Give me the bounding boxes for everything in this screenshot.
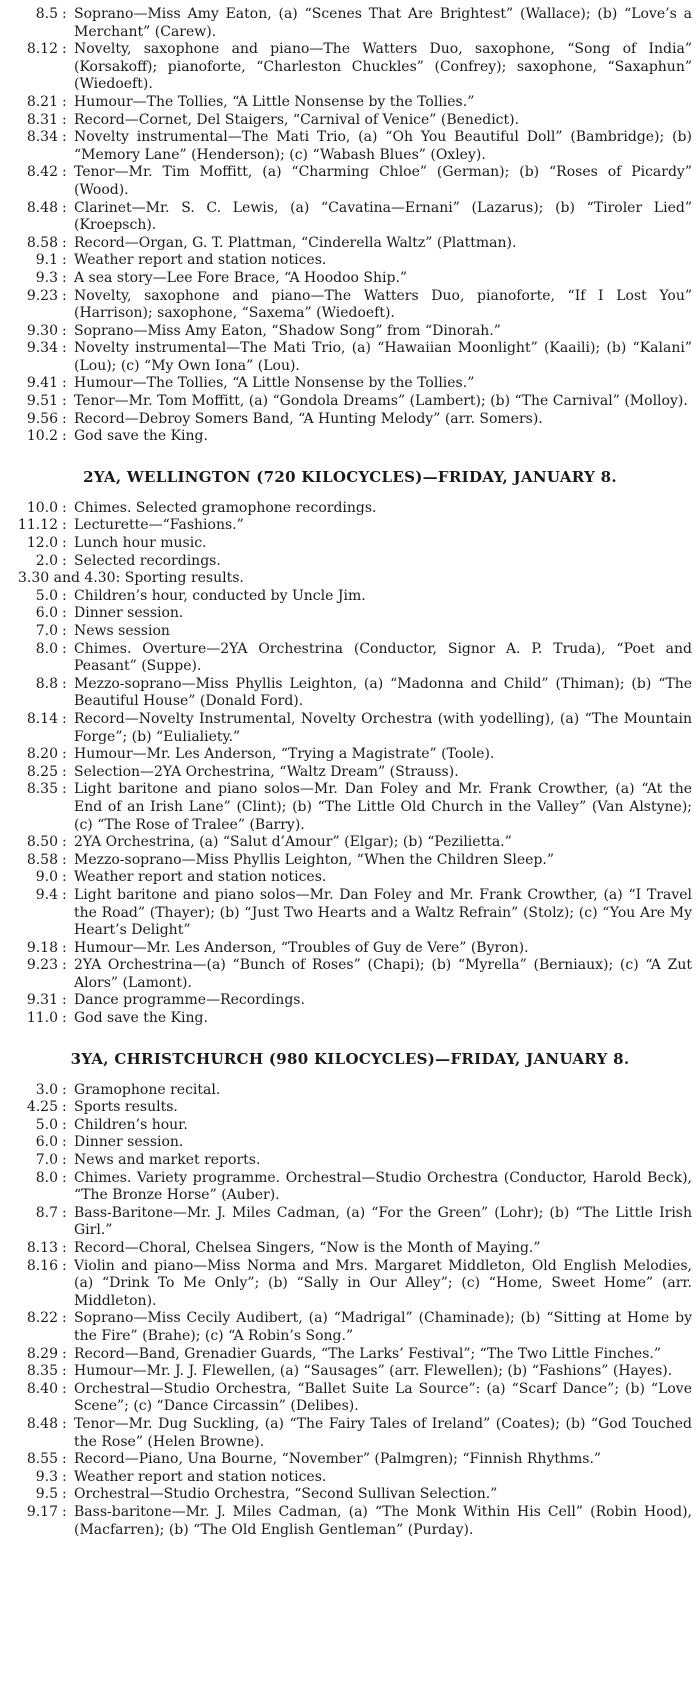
entry-description: News session [74,623,170,639]
programme-entry [0,781,692,834]
entry-time: 2.0 [35,552,58,569]
programme-entry [0,1310,692,1345]
entry-separator: : [62,1363,67,1380]
entry-time: 9.17 [26,1503,58,1520]
programme-entry [0,1416,692,1451]
entry-time: 8.5 [35,6,58,22]
programme-entry [0,746,692,764]
entry-time: 8.40 [26,1380,58,1397]
programme-entry [0,1469,692,1487]
entry-description: Novelty, saxophone and piano—The Watters Duo, pianoforte, “If I Lost You” (Harrison); saxophone, “Saxema” (Wiedoeft). [74,287,692,322]
entry-time: 9.5 [35,1486,58,1503]
station-2ya-heading: 2YA, WELLINGTON (720 KILOCYCLES)—FRIDAY, JANUARY 8. [83,467,617,486]
programme-entry [0,852,692,870]
programme-entry [0,164,692,199]
entry-description: Humour—The Tollies, “A Little Nonsense by the Tollies.” [74,375,475,392]
programme-entry [0,112,692,130]
entry-separator: : [62,992,67,1009]
station-3ya-heading: 3YA, CHRISTCHURCH (980 KILOCYCLES)—FRIDAY, JANUARY 8. [70,1049,630,1068]
entry-time: 8.29 [26,1345,58,1362]
programme-entry [0,957,692,992]
programme-entry [0,711,692,746]
entry-description: Chimes. Variety programme. Orchestral—Studio Orchestra (Conductor, Harold Beck), “The Bronze Horse” (Auber). [74,1169,692,1204]
entry-time: 8.35 [26,781,58,798]
entry-separator: : [62,640,67,657]
entry-description: Record—Piano, Una Bourne, “November” (Palmgren); “Finnish Rhythms.” [74,1451,602,1468]
programme-entry [0,200,692,235]
entry-separator: : [62,746,67,763]
entry-description: Mezzo-soprano—Miss Phyllis Leighton, “When the Children Sleep.” [74,851,555,868]
entry-separator: : [62,957,67,974]
entry-time: 9.31 [26,992,58,1009]
entry-description: Record—Band, Grenadier Guards, “The Larks’ Festival”; “The Two Little Finches.” [74,1345,662,1362]
programme-entry [0,1346,692,1364]
entry-time: 5.0 [35,587,58,604]
entry-description: Light baritone and piano solos—Mr. Dan Foley and Mr. Frank Crowther, (a) “I Travel the Road” (Thayer); (b) “Just Two Hearts and a Waltz Refrain” (Stolz); (c) “You Are My Heart’s Delight” [74,886,692,939]
entry-separator: : [62,939,67,956]
entry-time: 11.12 [17,517,58,534]
entry-time: 8.25 [26,763,58,780]
programme-entry [0,588,692,606]
programme-entry [0,887,692,940]
programme-entry [0,393,692,411]
programme-entry [0,1170,692,1205]
entry-description: Selected recordings. [74,552,221,569]
programme-entry [0,235,692,253]
entry-time: 8.12 [26,41,58,58]
entry-time: 12.0 [26,535,58,552]
entry-description: Soprano—Miss Amy Eaton, (a) “Scenes That Are Brightest” (Wallace); (b) “Love’s a Merchant” (Carew). [74,6,692,40]
station-1ya-listing [0,0,700,446]
programme-entry [0,1010,692,1028]
entry-description: Violin and piano—Miss Norma and Mrs. Margaret Middleton, Old English Melodies, (a) “Drink To Me Only”; (b) “Sally in Our Alley”; (c) “Home, Sweet Home” (arr. Middleton). [74,1257,692,1309]
entry-time: 8.58 [26,234,58,251]
entry-separator: : [62,1380,67,1397]
entry-separator: : [62,1081,67,1098]
entry-description: Children’s hour, conducted by Uncle Jim. [74,587,366,604]
entry-time: 8.58 [26,851,58,868]
entry-description: Record—Novelty Instrumental, Novelty Orchestra (with yodelling), (a) “The Mountain Forge”; (b) “Eulialiety.” [74,710,692,745]
entry-time: 9.4 [35,886,58,903]
entry-description: Dinner session. [74,1134,184,1151]
entry-description: Soprano—Miss Cecily Audibert, (a) “Madrigal” (Chaminade); (b) “Sitting at Home by the Fire” (Brahe); (c) “A Robin’s Song.” [74,1310,692,1344]
programme-entry [0,1205,692,1240]
entry-separator: : [62,199,67,216]
entry-separator: : [62,1010,67,1027]
entry-separator: : [62,1240,67,1256]
entry-time: 9.56 [26,410,58,427]
programme-entry [0,270,692,288]
programme-entry [0,992,692,1010]
entry-separator: : [62,428,67,445]
entry-time: 6.0 [35,605,58,622]
programme-entry [0,129,692,164]
programme-entry [0,553,692,571]
entry-time: 8.22 [26,1310,58,1327]
entry-separator: : [62,1451,67,1468]
entry-separator: : [62,1503,67,1520]
entry-time: 11.0 [26,1010,58,1027]
programme-entry [0,1134,692,1152]
entry-description: News and market reports. [74,1152,261,1169]
entry-separator: : [62,587,67,604]
entry-time: 6.0 [35,1134,58,1151]
entry-description: Light baritone and piano solos—Mr. Dan Foley and Mr. Frank Crowther, (a) “At the End of an Irish Lane” (Clint); (b) “The Little Old Church in the Valley” (Van Alstyne); (c) “The Rose of Tralee” (Barry). [74,781,692,833]
entry-separator: : [62,1204,67,1221]
entry-separator: : [62,164,67,181]
entry-time: 10.2 [26,428,58,445]
entry-separator: : [62,535,67,552]
entry-time: 8.8 [35,675,58,692]
entry-separator: : [62,1310,67,1327]
entry-separator: : [62,129,67,146]
programme-entry [0,41,692,94]
entry-separator: : [62,851,67,868]
entry-separator: : [62,252,67,269]
programme-entry [0,1363,692,1381]
entry-description: Mezzo-soprano—Miss Phyllis Leighton, (a) “Madonna and Child” (Thiman); (b) “The Beautiful House” (Donald Ford). [74,675,692,710]
programme-entry [0,1451,692,1469]
entry-time: 9.34 [26,340,58,357]
programme-entry [0,676,692,711]
entry-description: Record—Cornet, Del Staigers, “Carnival of Venice” (Benedict). [74,111,520,128]
programme-entry [0,252,692,270]
programme-entry [0,6,692,41]
entry-time: 8.0 [35,640,58,657]
entry-time: 7.0 [35,623,58,639]
programme-entry [0,1504,692,1539]
entry-description: Lunch hour music. [74,535,207,552]
entry-time: 8.48 [26,199,58,216]
entry-separator: : [62,1152,67,1169]
entry-time: 9.0 [35,869,58,886]
programme-entry [0,1152,692,1170]
entry-description: Orchestral—Studio Orchestra, “Ballet Suite La Source”: (a) “Scarf Dance”; (b) “Love Scene”; (c) “Dance Circassin” (Delibes). [74,1380,692,1415]
entry-description: Soprano—Miss Amy Eaton, “Shadow Song” from “Dinorah.” [74,322,501,339]
entry-time: 9.23 [26,287,58,304]
programme-entry [0,940,692,958]
programme-entry [0,535,692,553]
programme-entry [0,1117,692,1135]
entry-description: Children’s hour. [74,1116,188,1133]
entry-time: 8.55 [26,1451,58,1468]
entry-separator: : [62,287,67,304]
programme-entry [0,375,692,393]
entry-time: 5.0 [35,1116,58,1133]
entry-description: Chimes. Selected gramophone recordings. [74,499,377,516]
programme-entry [0,340,692,375]
entry-separator: : [62,1468,67,1485]
entry-description: Orchestral—Studio Orchestra, “Second Sullivan Selection.” [74,1486,498,1503]
entry-description: Bass-Baritone—Mr. J. Miles Cadman, (a) “For the Green” (Lohr); (b) “The Little Irish Girl.” [74,1204,692,1239]
entry-separator: : [62,1486,67,1503]
programme-entry [0,1258,692,1311]
entry-time: 8.0 [35,1169,58,1186]
programme-entry [0,411,692,429]
entry-separator: : [62,552,67,569]
entry-time: 8.7 [35,1204,58,1221]
entry-separator: : [62,623,67,639]
entry-description: Gramophone recital. [74,1081,221,1098]
programme-entry [0,570,692,588]
programme-entry [0,869,692,887]
entry-separator: : [62,410,67,427]
entry-description: Novelty instrumental—The Mati Trio, (a) “Hawaiian Moonlight” (Kaaili); (b) “Kalani” (Lou); (c) “My Own Iona” (Lou). [74,340,692,374]
entry-separator: : [62,1169,67,1186]
entry-description: Clarinet—Mr. S. C. Lewis, (a) “Cavatina—Ernani” (Lazarus); (b) “Tiroler Lied” (Kroepsch). [74,199,692,234]
entry-description: Bass-baritone—Mr. J. Miles Cadman, (a) “The Monk Within His Cell” (Robin Hood), (Macfarren); (b) “The Old English Gentleman” (Purday). [74,1503,692,1538]
entry-separator: : [62,234,67,251]
programme-entry [0,428,692,446]
entry-time: 8.35 [26,1363,58,1380]
programme-entry [0,764,692,782]
entry-separator: : [62,869,67,886]
entry-description: Weather report and station notices. [74,1468,327,1485]
entry-separator: : [62,834,67,851]
entry-time: 8.21 [26,93,58,110]
entry-separator: : [62,1099,67,1116]
entry-description: Novelty, saxophone and piano—The Watters Duo, saxophone, “Song of India” (Korsakoff); pianoforte, “Charleston Chuckles” (Confrey); saxophone, “Saxaphun” (Wiedoeft). [74,41,692,93]
entry-separator: : [62,375,67,392]
entry-time: 9.18 [26,939,58,956]
entry-time: 9.51 [26,393,58,410]
entry-description: Sports results. [74,1099,178,1116]
programme-entry [0,323,692,341]
entry-time: 8.14 [26,710,58,727]
entry-separator: : [62,6,67,22]
entry-description: Humour—The Tollies, “A Little Nonsense by the Tollies.” [74,93,475,110]
entry-separator: : [62,710,67,727]
entry-time: 9.3 [35,1468,58,1485]
entry-separator: : [62,1134,67,1151]
entry-time: 9.1 [35,252,58,269]
entry-separator: : [62,93,67,110]
entry-description: Record—Choral, Chelsea Singers, “Now is the Month of Maying.” [74,1240,541,1256]
entry-description: A sea story—Lee Fore Brace, “A Hoodoo Ship.” [74,269,408,286]
entry-separator: : [62,517,67,534]
programme-entry [0,288,692,323]
entry-time: 8.50 [26,834,58,851]
entry-description: Humour—Mr. J. J. Flewellen, (a) “Sausages” (arr. Flewellen); (b) “Fashions” (Hayes). [74,1363,673,1380]
entry-separator: : [62,322,67,339]
entry-time: 8.48 [26,1415,58,1432]
entry-description: Record—Debroy Somers Band, “A Hunting Melody” (arr. Somers). [74,410,543,427]
entry-description: Sporting results. [124,570,244,587]
entry-description: Tenor—Mr. Tim Moffitt, (a) “Charming Chloe” (German); (b) “Roses of Picardy” (Wood). [74,164,692,198]
entry-separator: : [62,605,67,622]
entry-separator: : [62,1415,67,1432]
programme-entry [0,1240,692,1258]
entry-description: Humour—Mr. Les Anderson, “Trying a Magistrate” (Toole). [74,746,495,763]
entry-time: 8.42 [26,164,58,181]
entry-description: God save the King. [74,1010,208,1027]
entry-time: 8.16 [26,1257,58,1274]
entry-time: 9.41 [26,375,58,392]
entry-description: Record—Organ, G. T. Plattman, “Cinderella Waltz” (Plattman). [74,234,517,251]
entry-separator: : [62,393,67,410]
entry-description: 2YA Orchestrina, (a) “Salut d’Amour” (Elgar); (b) “Pezilietta.” [74,834,512,851]
entry-separator: : [115,570,125,587]
entry-description: Dinner session. [74,605,184,622]
entry-description: Selection—2YA Orchestrina, “Waltz Dream” (Strauss). [74,763,459,780]
entry-description: Novelty instrumental—The Mati Trio, (a) “Oh You Beautiful Doll” (Bambridge); (b) “Memory Lane” (Henderson); (c) “Wabash Blues” (Oxley). [74,129,692,163]
entry-separator: : [62,340,67,357]
programme-entry [0,1486,692,1504]
entry-description: Weather report and station notices. [74,252,327,269]
entry-time: 3.30 and 4.30 [18,570,116,587]
programme-entry [0,517,692,535]
programme-entry [0,1381,692,1416]
entry-separator: : [62,1257,67,1274]
entry-separator: : [62,886,67,903]
entry-time: 9.3 [35,269,58,286]
entry-time: 9.23 [26,957,58,974]
station-2ya-listing [0,500,700,1028]
entry-description: Lecturette—“Fashions.” [74,517,244,534]
programme-entry [0,641,692,676]
entry-separator: : [62,41,67,58]
station-3ya-listing [0,1082,700,1539]
entry-separator: : [62,1345,67,1362]
entry-description: Chimes. Overture—2YA Orchestrina (Conductor, Signor A. P. Truda), “Poet and Peasant” (Suppe). [74,640,692,675]
entry-description: God save the King. [74,428,208,445]
entry-separator: : [62,269,67,286]
entry-description: Tenor—Mr. Tom Moffitt, (a) “Gondola Dreams” (Lambert); (b) “The Carnival” (Molloy). [74,393,688,410]
entry-time: 8.20 [26,746,58,763]
entry-time: 4.25 [26,1099,58,1116]
entry-time: 7.0 [35,1152,58,1169]
entry-time: 8.13 [26,1240,58,1256]
programme-entry [0,605,692,623]
programme-entry [0,1099,692,1117]
entry-separator: : [62,675,67,692]
programme-entry [0,1082,692,1100]
programme-entry [0,94,692,112]
entry-separator: : [62,1116,67,1133]
entry-time: 8.34 [26,129,58,146]
programme-entry [0,834,692,852]
entry-description: Weather report and station notices. [74,869,327,886]
entry-separator: : [62,763,67,780]
entry-time: 8.31 [26,111,58,128]
entry-description: Tenor—Mr. Dug Suckling, (a) “The Fairy Tales of Ireland” (Coates); (b) “God Touched the Rose” (Helen Browne). [74,1415,692,1450]
entry-time: 10.0 [26,499,58,516]
entry-description: Dance programme—Recordings. [74,992,305,1009]
entry-time: 9.30 [26,322,58,339]
entry-description: 2YA Orchestrina—(a) “Bunch of Roses” (Chapi); (b) “Myrella” (Berniaux); (c) “A Zut Alors” (Lamont). [74,957,692,991]
entry-separator: : [62,781,67,798]
entry-separator: : [62,111,67,128]
entry-separator: : [62,499,67,516]
programme-entry [0,623,692,641]
entry-description: Humour—Mr. Les Anderson, “Troubles of Guy de Vere” (Byron). [74,939,529,956]
entry-time: 3.0 [35,1081,58,1098]
programme-entry [0,500,692,518]
